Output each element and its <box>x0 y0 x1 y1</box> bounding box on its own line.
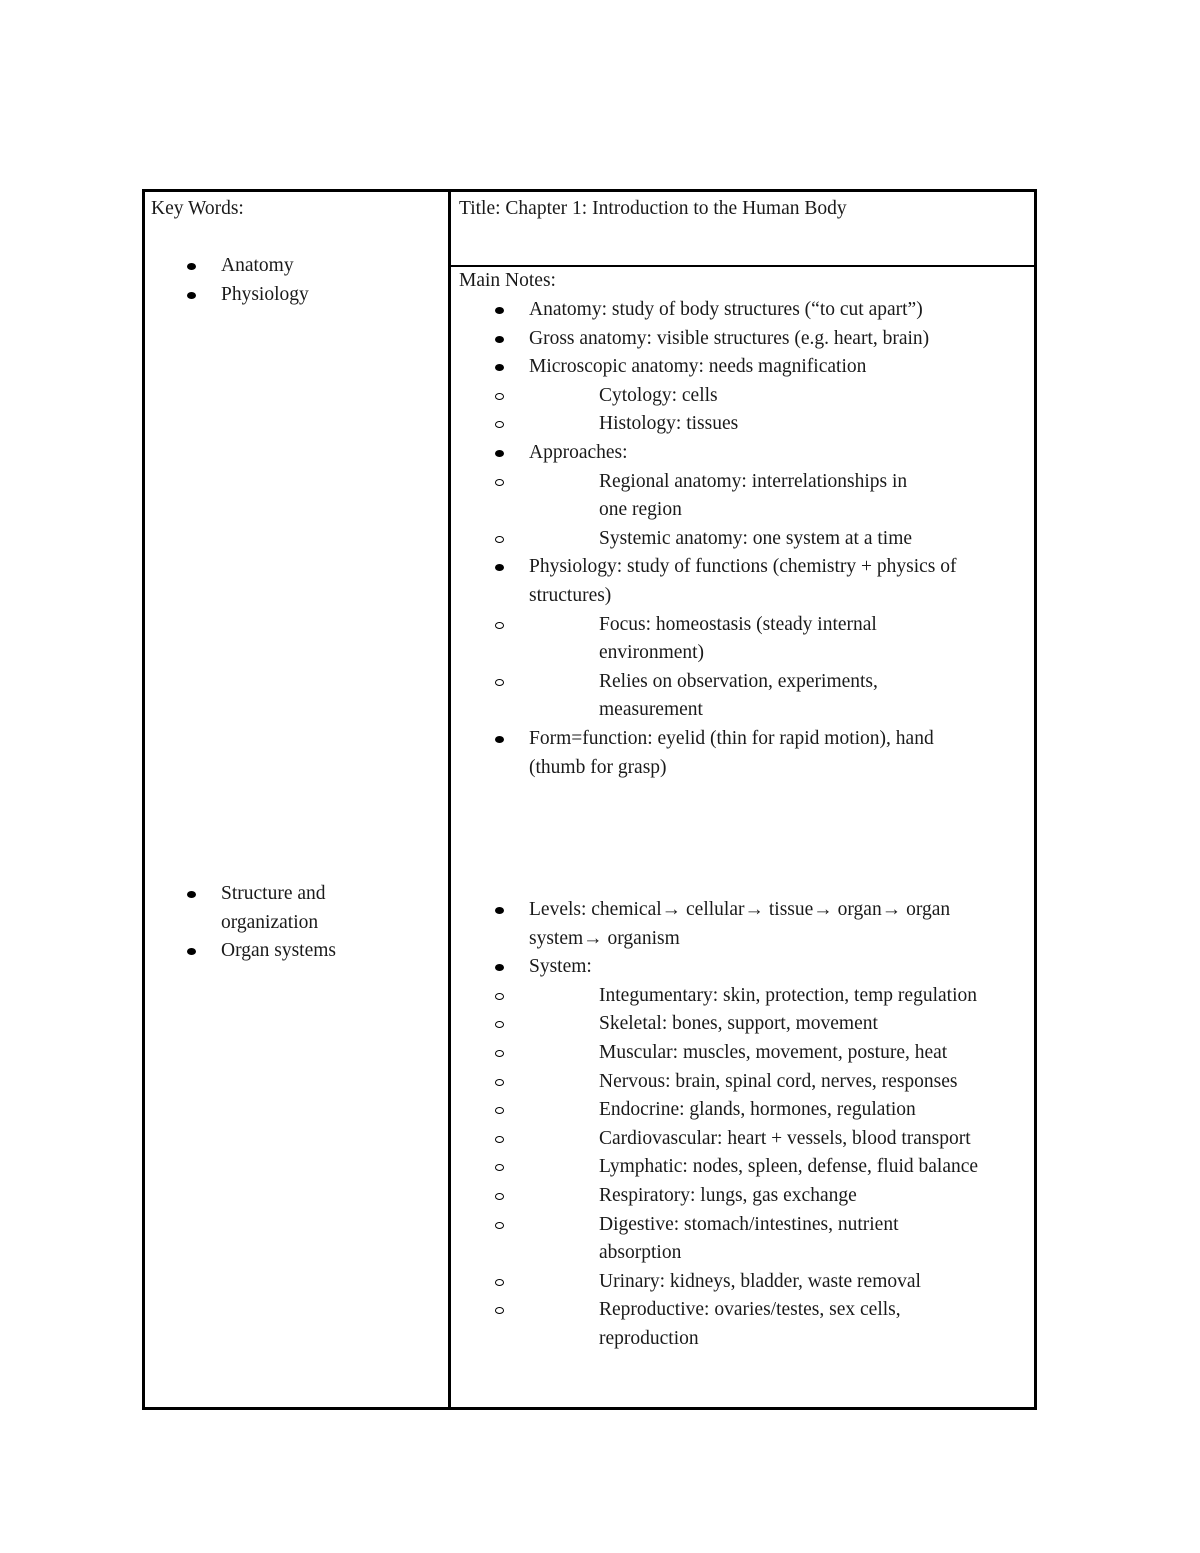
system-lymphatic-text: Lymphatic: nodes, spleen, defense, fluid balance <box>599 1156 979 1178</box>
system-lymphatic <box>529 1153 1019 1182</box>
column-divider <box>448 192 451 1407</box>
system-skeletal-text: Skeletal: bones, support, movement <box>599 1013 878 1035</box>
system-skeletal <box>529 1010 1019 1039</box>
system-respiratory-text: Respiratory: lungs, gas exchange <box>599 1184 857 1206</box>
keyword-physiology: Physiology <box>221 281 441 310</box>
note-cytology <box>529 382 1019 411</box>
note-systemic-anatomy-text: Systemic anatomy: one system at a time <box>599 527 913 549</box>
note-anatomy: Anatomy: study of body structures (“to cut apart”) <box>529 296 1019 325</box>
cornell-notes-table <box>142 189 1037 1410</box>
keywords-heading: Key Words: <box>151 198 244 219</box>
note-microscopic-anatomy: Microscopic anatomy: needs magnification <box>529 353 1019 382</box>
note-regional-anatomy <box>529 468 919 525</box>
main-notes-heading: Main Notes: <box>459 270 556 291</box>
page-title: Title: Chapter 1: Introduction to the Human Body <box>459 198 847 219</box>
system-muscular-text: Muscular: muscles, movement, posture, heat <box>599 1041 948 1063</box>
system-cardiovascular <box>529 1125 1019 1154</box>
system-nervous <box>529 1068 1019 1097</box>
system-respiratory <box>529 1182 1019 1211</box>
note-relies <box>529 668 919 725</box>
keyword-structure: Structure and organization <box>221 880 361 937</box>
keywords-list-2 <box>221 880 361 966</box>
system-reproductive-text: Reproductive: ovaries/testes, sex cells, reproduction <box>599 1299 901 1349</box>
note-histology <box>529 410 1019 439</box>
system-digestive-text: Digestive: stomach/intestines, nutrient absorption <box>599 1213 899 1264</box>
note-levels: Levels: chemical→ cellular→ tissue→ organ→ organ system→ organism <box>529 896 999 953</box>
note-cytology-text: Cytology: cells <box>599 384 718 406</box>
system-integumentary <box>529 982 1019 1011</box>
note-relies-text: Relies on observation, experiments, measurement <box>599 670 878 721</box>
note-physiology: Physiology: study of functions (chemistry + physics of structures) <box>529 553 1009 610</box>
keywords-list-1 <box>221 252 441 309</box>
note-systemic-anatomy <box>529 525 1019 554</box>
note-form-function: Form=function: eyelid (thin for rapid motion), hand (thumb for grasp) <box>529 725 989 782</box>
system-reproductive <box>529 1296 939 1353</box>
system-cardiovascular-text: Cardiovascular: heart + vessels, blood transport <box>599 1127 971 1149</box>
main-notes-section-2 <box>529 896 1019 1354</box>
system-integumentary-text: Integumentary: skin, protection, temp regulation <box>599 984 977 1006</box>
note-focus <box>529 611 919 668</box>
system-urinary <box>529 1268 1019 1297</box>
system-digestive <box>529 1211 939 1268</box>
system-endocrine-text: Endocrine: glands, hormones, regulation <box>599 1099 916 1121</box>
note-approaches: Approaches: <box>529 439 1019 468</box>
system-endocrine <box>529 1096 1019 1125</box>
note-focus-text: Focus: homeostasis (steady internal environment) <box>599 613 877 664</box>
keyword-anatomy: Anatomy <box>221 252 441 281</box>
system-urinary-text: Urinary: kidneys, bladder, waste removal <box>599 1270 921 1292</box>
system-muscular <box>529 1039 1019 1068</box>
note-system: System: <box>529 953 1019 982</box>
main-notes-section-1 <box>529 296 1019 782</box>
keyword-organ-systems: Organ systems <box>221 937 361 966</box>
note-histology-text: Histology: tissues <box>599 413 739 435</box>
note-gross-anatomy: Gross anatomy: visible structures (e.g. heart, brain) <box>529 325 1019 354</box>
system-nervous-text: Nervous: brain, spinal cord, nerves, responses <box>599 1070 958 1092</box>
note-regional-anatomy-text: Regional anatomy: interrelationships in one region <box>599 470 908 521</box>
